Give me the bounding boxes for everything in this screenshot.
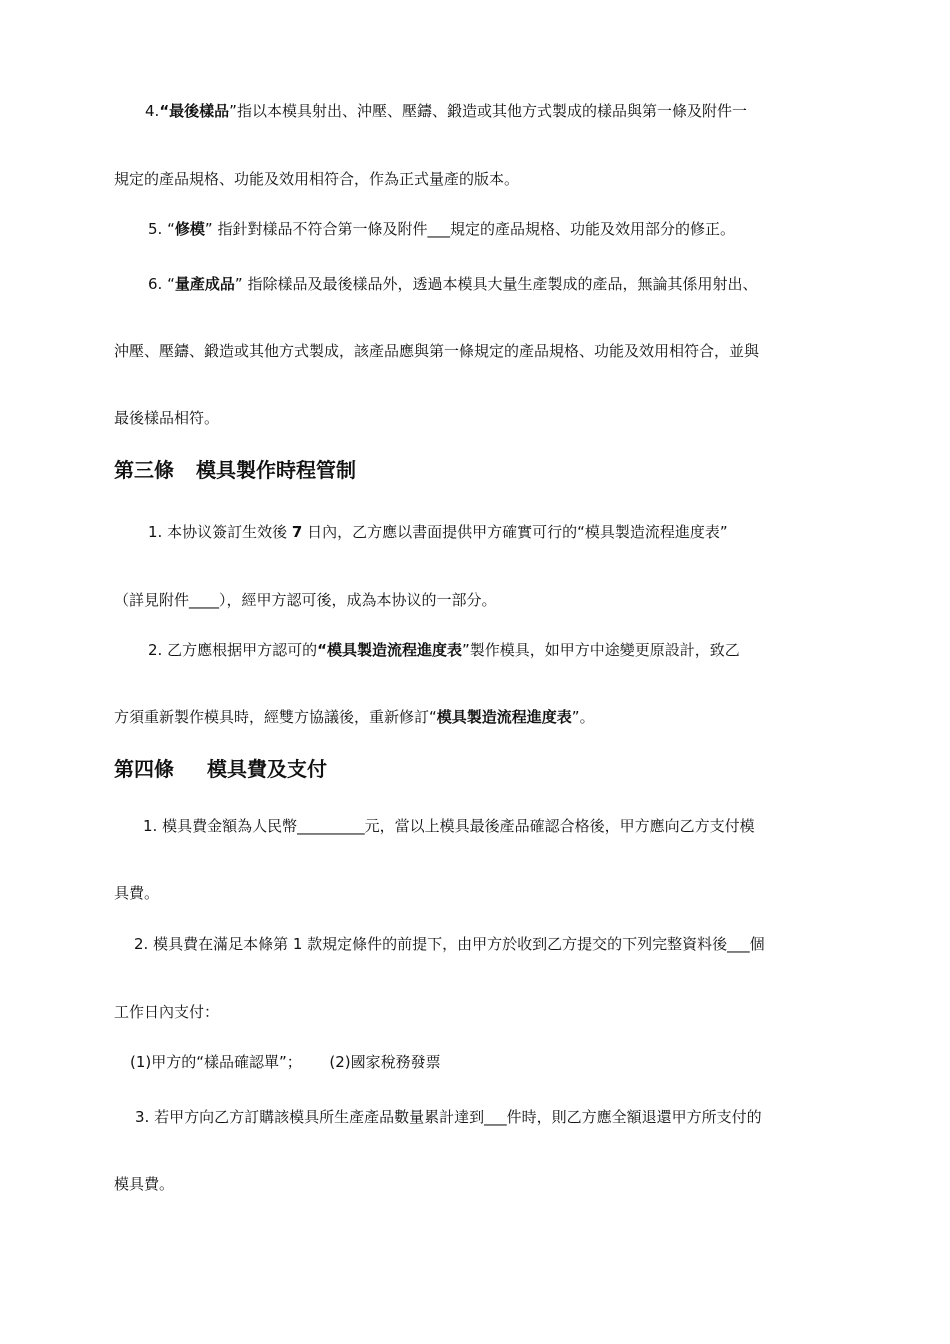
article-4-item-1-line-2: 具費。 [114, 884, 160, 902]
definition-6-line-3: 最後樣品相符。 [114, 409, 220, 427]
article-3-item-2-line-2-term: 模具製造流程進度表 [436, 708, 572, 726]
article-4-item-2-line-1: 2. 模具費在滿足本條第 1 款規定條件的前提下，由甲方於收到乙方提交的下列完整資料後___個 [134, 935, 765, 953]
article-3-label: 第三條 [114, 458, 174, 482]
article-3-item-2-pre: 2. 乙方應根据甲方認可的 [148, 641, 318, 659]
article-3-title: 模具製作時程管制 [196, 458, 356, 482]
article-3-item-2-term: “模具製造流程進度表 [317, 641, 462, 659]
definition-6-text-1: 指除樣品及最後樣品外，透過本模具大量生產製成的產品，無論其係用射出、 [247, 275, 758, 293]
article-3-item-1-line-2: （詳見附件____），經甲方認可後，成為本协议的一部分。 [114, 591, 497, 609]
definition-6-close-quote: ” [234, 275, 243, 293]
article-3-item-2-line-1 [148, 640, 740, 660]
article-3-item-1-post: 日內，乙方應以書面提供甲方確實可行的“模具製造流程進度表” [307, 523, 728, 541]
definition-5-number: 5. [148, 220, 163, 238]
definition-4-line-1 [145, 101, 747, 121]
definition-6-line-2: 沖壓、壓鑄、鍛造或其他方式製成，該產品應與第一條規定的產品規格、功能及效用相符合，並與 [114, 342, 760, 360]
definition-4-close-quote: ” [229, 102, 237, 120]
article-3-item-2-line-2-pre: 方須重新製作模具時，經雙方協議後，重新修訂“ [114, 708, 437, 726]
definition-6-number: 6. [148, 275, 163, 293]
article-3-item-2-post: ”製作模具，如甲方中途變更原設計，致乙 [461, 641, 740, 659]
article-4-item-3-line-2: 模具費。 [114, 1175, 175, 1193]
definition-4-term: “最後樣品 [159, 102, 230, 120]
definition-5-open-quote: “ [167, 220, 175, 238]
article-3-item-1-pre: 1. 本协议簽訂生效後 [148, 523, 288, 541]
definition-6-term: 量產成品 [174, 275, 235, 293]
article-3-heading [114, 457, 356, 483]
article-4-item-1-line-1: 1. 模具費金額為人民幣_________元，當以上模具最後產品確認合格後，甲方應向乙方支付模 [143, 817, 755, 835]
definition-4-line-2: 規定的產品規格、功能及效用相符合，作為正式量產的版本。 [114, 170, 520, 188]
definition-6-line-1 [148, 274, 757, 294]
article-4-item-2-line-2: 工作日內支付： [114, 1003, 220, 1021]
document-item-b: (2)國家稅務發票 [329, 1053, 441, 1071]
definition-4-number: 4. [145, 102, 160, 120]
article-4-heading [114, 756, 327, 782]
definition-5-term: 修模 [174, 220, 205, 238]
article-4-label: 第四條 [114, 757, 174, 781]
definition-5-line-1 [148, 219, 735, 239]
article-4-title: 模具費及支付 [207, 757, 327, 781]
article-4-item-3-line-1: 3. 若甲方向乙方訂購該模具所生產產品數量累計達到___件時，則乙方應全額退還甲方所支付的 [135, 1108, 762, 1126]
article-3-item-2-line-2-post: ”。 [571, 708, 595, 726]
required-documents-line [130, 1052, 441, 1072]
article-3-item-2-line-2 [114, 707, 595, 727]
article-3-item-1-days: 7 [291, 523, 303, 541]
definition-6-open-quote: “ [167, 275, 175, 293]
article-3-item-1-line-1 [148, 522, 728, 542]
definition-5-close-quote: ” [204, 220, 213, 238]
document-item-a: (1)甲方的“樣品確認單”； [130, 1053, 302, 1071]
definition-4-text-1: 指以本模具射出、沖壓、壓鑄、鍛造或其他方式製成的樣品與第一條及附件一 [236, 102, 747, 120]
definition-5-text-1: 指針對樣品不符合第一條及附件___規定的產品規格、功能及效用部分的修正。 [217, 220, 735, 238]
